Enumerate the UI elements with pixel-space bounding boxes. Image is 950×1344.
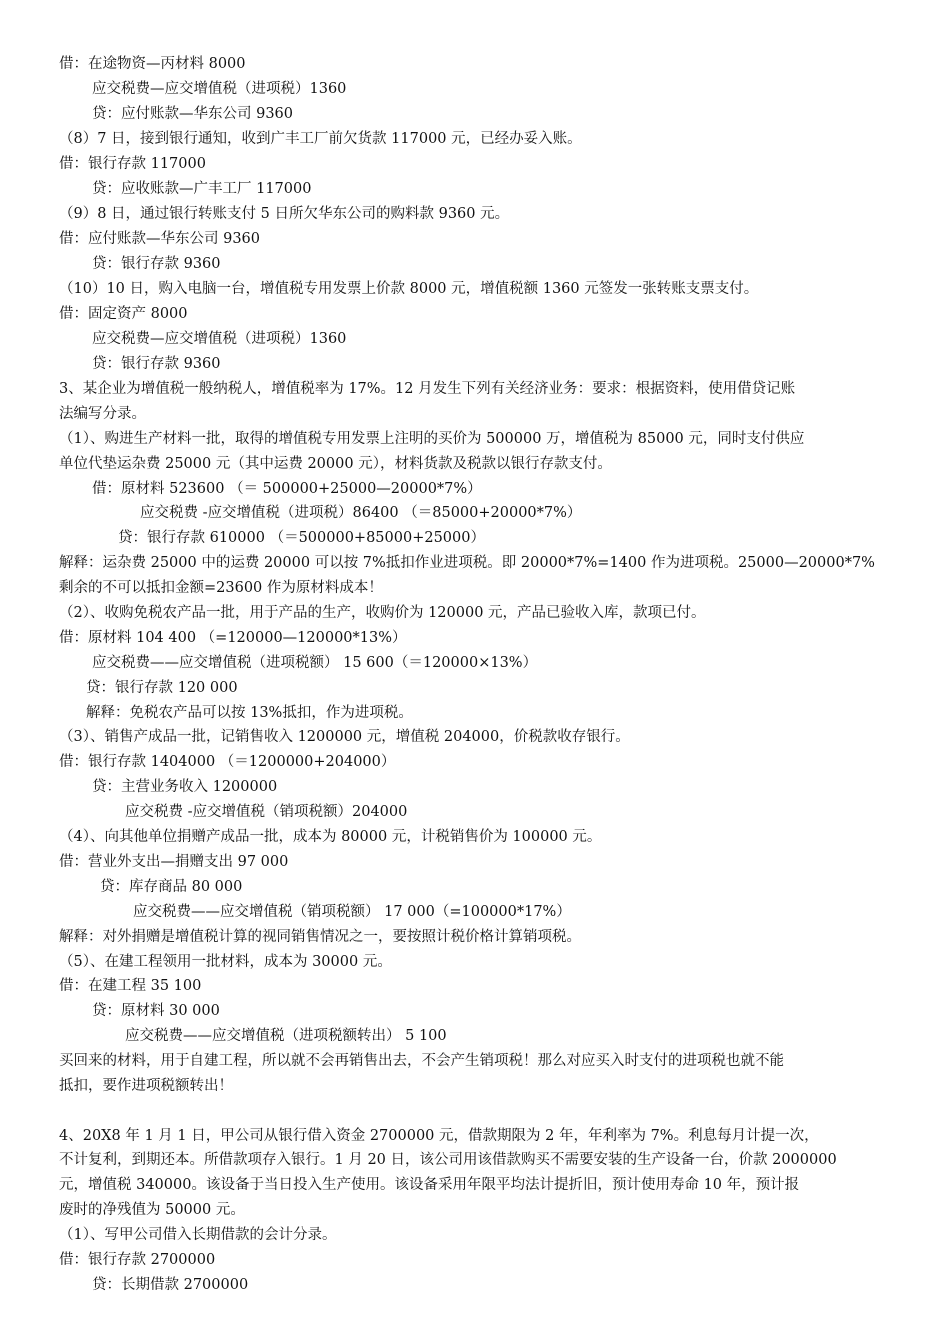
text-line: （1）、写甲公司借入长期借款的会计分录。 (59, 1227, 337, 1243)
text-line: 借：银行存款 117000 (59, 156, 206, 172)
text-line: 贷：银行存款 120 000 (86, 680, 238, 696)
text-line: 应交税费—应交增值税（进项税）1360 (92, 331, 347, 347)
text-line: 3、某企业为增值税一般纳税人，增值税率为 17%。12 月发生下列有关经济业务：要求：根据资料，使用借贷记账 (59, 381, 796, 397)
text-line: 借：在建工程 35 100 (59, 978, 202, 994)
text-line: 应交税费——应交增值税（进项税额） 15 600（＝120000×13%） (92, 655, 538, 671)
text-line: 借：原材料 523600 （＝ 500000+25000—20000*7%） (92, 481, 482, 497)
text-line: 单位代垫运杂费 25000 元（其中运费 20000 元），材料货款及税款以银行存款支付。 (59, 456, 612, 472)
text-line: 借：银行存款 1404000 （＝1200000+204000） (59, 754, 396, 770)
text-line: 贷：主营业务收入 1200000 (92, 779, 278, 795)
text-line: （1）、购进生产材料一批，取得的增值税专用发票上注明的买价为 500000 万，增值税为 85000 元，同时支付供应 (59, 431, 805, 447)
text-line: 借：原材料 104 400 （=120000—120000*13%） (59, 630, 407, 646)
text-line: 买回来的材料，用于自建工程，所以就不会再销售出去，不会产生销项税！那么对应买入时支付的进项税也就不能 (59, 1053, 784, 1069)
text-line: 应交税费 -应交增值税（销项税额）204000 (125, 804, 408, 820)
text-line: 应交税费——应交增值税（进项税额转出） 5 100 (125, 1028, 447, 1044)
text-line: 不计复利，到期还本。所借款项存入银行。1 月 20 日，该公司用该借款购买不需要安装的生产设备一台，价款 2000000 (59, 1152, 837, 1168)
text-line: 贷：应付账款—华东公司 9360 (92, 106, 294, 122)
text-line: （4）、向其他单位捐赠产成品一批，成本为 80000 元，计税销售价为 100000 元。 (59, 829, 602, 845)
text-line: 应交税费——应交增值税（销项税额） 17 000（=100000*17%） (133, 904, 571, 920)
text-line: 抵扣，要作进项税额转出！ (59, 1078, 233, 1094)
text-line: 剩余的不可以抵扣金额=23600 作为原材料成本！ (59, 580, 383, 596)
text-line: 借：应付账款—华东公司 9360 (59, 231, 261, 247)
text-line: 法编写分录。 (59, 406, 146, 422)
text-line: （8）7 日，接到银行通知，收到广丰工厂前欠货款 117000 元，已经办妥入账。 (59, 131, 582, 147)
text-line: 废时的净残值为 50000 元。 (59, 1202, 245, 1218)
text-line: 解释：对外捐赠是增值税计算的视同销售情况之一，要按照计税价格计算销项税。 (59, 929, 581, 945)
text-line: 贷：银行存款 9360 (92, 356, 221, 372)
text-line: 应交税费—应交增值税（进项税）1360 (92, 81, 347, 97)
text-line: （3）、销售产成品一批，记销售收入 1200000 元，增值税 204000，价税款收存银行。 (59, 729, 630, 745)
text-line: 借：银行存款 2700000 (59, 1252, 216, 1268)
text-line: （5）、在建工程领用一批材料，成本为 30000 元。 (59, 954, 392, 970)
text-line: 解释：运杂费 25000 中的运费 20000 可以按 7%抵扣作业进项税。即 20000*7%=1400 作为进项税。25000—20000*7% (59, 555, 875, 571)
text-line: 贷：银行存款 9360 (92, 256, 221, 272)
text-line: 借：营业外支出—捐赠支出 97 000 (59, 854, 289, 870)
text-line: 4、20X8 年 1 月 1 日，甲公司从银行借入资金 2700000 元，借款期限为 2 年，年利率为 7%。利息每月计提一次， (59, 1128, 819, 1144)
text-line: 贷：银行存款 610000 （＝500000+85000+25000） (118, 530, 485, 546)
text-line: （9）8 日，通过银行转账支付 5 日所欠华东公司的购料款 9360 元。 (59, 206, 510, 222)
text-line: 借：在途物资—丙材料 8000 (59, 56, 246, 72)
text-line: 贷：应收账款—广丰工厂 117000 (92, 181, 312, 197)
text-line: 贷：库存商品 80 000 (100, 879, 243, 895)
text-line: 贷：原材料 30 000 (92, 1003, 220, 1019)
text-line: 应交税费 -应交增值税（进项税）86400 （＝85000+20000*7%） (140, 505, 582, 521)
text-line: 借：固定资产 8000 (59, 306, 188, 322)
text-line: 贷：长期借款 2700000 (92, 1277, 249, 1293)
text-line: 解释：免税农产品可以按 13%抵扣，作为进项税。 (86, 705, 413, 721)
text-line: （10）10 日，购入电脑一台，增值税专用发票上价款 8000 元，增值税额 1360 元签发一张转账支票支付。 (59, 281, 759, 297)
text-line: 元，增值税 340000。该设备于当日投入生产使用。该设备采用年限平均法计提折旧，预计使用寿命 10 年，预计报 (59, 1177, 800, 1193)
text-line: （2）、收购免税农产品一批，用于产品的生产，收购价为 120000 元，产品已验收入库，款项已付。 (59, 605, 706, 621)
